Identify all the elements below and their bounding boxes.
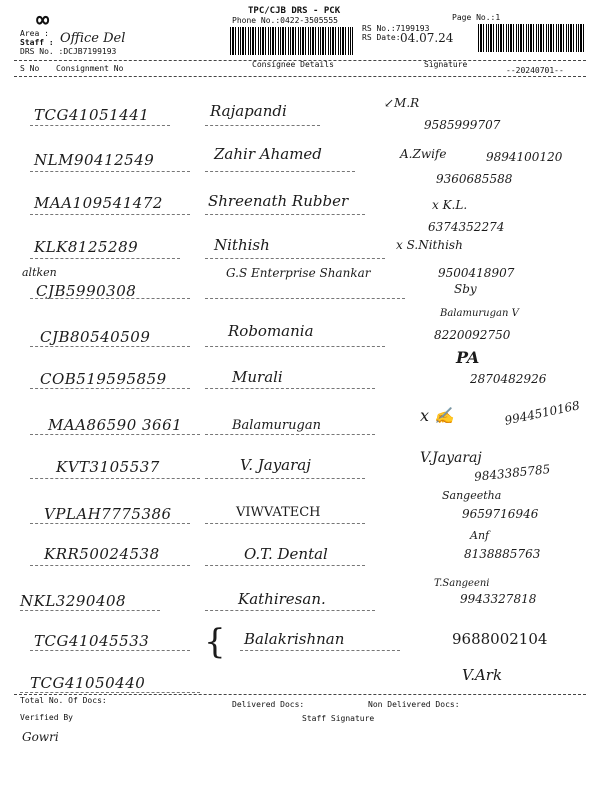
signature: Sangeetha xyxy=(442,489,502,502)
document-title: TPC/CJB DRS - PCK xyxy=(248,6,341,16)
phone: 9360685588 xyxy=(436,172,513,186)
consignment-number: NLM90412549 xyxy=(34,151,155,169)
consignment-number: KLK8125289 xyxy=(34,238,139,256)
signature: Anf xyxy=(470,529,490,542)
consignment-number: TCG41045533 xyxy=(34,632,150,650)
phone: 9585999707 xyxy=(424,118,501,132)
signature: x S.Nithish xyxy=(396,238,463,252)
bracket-mark: { xyxy=(204,622,226,662)
consignee-name: Zahir Ahamed xyxy=(214,145,322,163)
signature: x ✍ xyxy=(420,406,455,425)
table-row xyxy=(0,348,600,400)
staff-value: Office Del xyxy=(60,31,126,46)
phone: 9659716946 xyxy=(462,507,539,521)
consignee-name: Balakrishnan xyxy=(244,630,345,648)
consignment-number: TCG41050440 xyxy=(30,674,146,692)
table-row xyxy=(0,450,600,490)
table-row xyxy=(0,96,600,140)
consignee-name: Balamurugan xyxy=(232,418,321,433)
signature: T.Sangeeni xyxy=(434,578,490,589)
consignee-name: Rajapandi xyxy=(210,102,287,120)
consignment-number: TCG41051441 xyxy=(34,106,150,124)
signature: PA xyxy=(456,348,480,367)
column-sno: S No xyxy=(20,64,40,73)
consignee-name: V. Jayaraj xyxy=(240,456,311,474)
signature: A.Zwife xyxy=(400,147,447,161)
phone: 9843385785 xyxy=(473,462,551,484)
phone: 6374352274 xyxy=(428,220,505,234)
consignee-name: VIWVATECH xyxy=(236,505,321,520)
consignment-number: CJB80540509 xyxy=(40,328,151,346)
consignee-name: Murali xyxy=(232,368,283,386)
phone: 2870482926 xyxy=(470,372,547,386)
column-date-code: --20240701-- xyxy=(506,66,564,75)
signature: Sby xyxy=(454,282,477,296)
rs-number: RS No.:7199193 xyxy=(362,24,430,33)
phone: 9894100120 xyxy=(486,150,563,164)
column-consignee: Consignee Details xyxy=(252,60,334,69)
non-delivered-docs-label: Non Delivered Docs: xyxy=(368,700,460,709)
table-row xyxy=(0,578,600,622)
table-row xyxy=(0,398,600,448)
logo-icon: ∞ xyxy=(36,8,50,33)
area-label: Area : xyxy=(20,29,49,38)
phone: 9943327818 xyxy=(460,592,537,606)
signature: Balamurugan V xyxy=(440,308,519,319)
table-row xyxy=(0,262,600,302)
table-row xyxy=(0,172,600,228)
phone: 9944510168 xyxy=(503,398,581,428)
consignment-number: COB519595859 xyxy=(40,370,167,388)
consignment-number: VPLAH7775386 xyxy=(44,505,172,523)
phone-number: Phone No.:0422-3505555 xyxy=(232,16,338,25)
consignee-name: Nithish xyxy=(214,236,270,254)
phone: 8138885763 xyxy=(464,547,541,561)
staff-label: Staff : xyxy=(20,38,54,47)
footer-divider xyxy=(14,694,586,695)
drs-number: DRS No. :DCJB7199193 xyxy=(20,47,117,56)
table-row xyxy=(0,529,600,577)
page-number: Page No.:1 xyxy=(452,13,501,22)
consignee-name: Kathiresan. xyxy=(238,590,326,608)
phone: 9500418907 xyxy=(438,266,515,280)
consignee-name: G.S Enterprise Shankar xyxy=(226,266,371,280)
consignee-name: O.T. Dental xyxy=(244,545,328,563)
consignee-name: Robomania xyxy=(228,322,314,340)
rs-barcode xyxy=(478,24,586,52)
drs-barcode xyxy=(230,27,353,55)
verified-by-label: Verified By xyxy=(20,713,73,722)
consignment-number: MAA109541472 xyxy=(34,194,163,212)
table-row xyxy=(0,622,600,666)
signature: V.Ark xyxy=(462,666,503,684)
column-consignment: Consignment No xyxy=(56,64,124,73)
staff-signature-label: Staff Signature xyxy=(302,714,375,723)
signature: V.Jayaraj xyxy=(420,450,482,466)
consignment-number: KRR50024538 xyxy=(44,545,160,563)
consignment-number: KVT3105537 xyxy=(56,458,160,476)
phone: 9688002104 xyxy=(452,630,548,648)
signature: ↙M.R xyxy=(384,96,420,110)
rs-date-label: RS Date: xyxy=(362,33,401,42)
table-row xyxy=(0,489,600,535)
consignee-name: Shreenath Rubber xyxy=(208,192,349,210)
total-docs-label: Total No. Of Docs: xyxy=(20,696,107,705)
phone: 8220092750 xyxy=(434,328,511,342)
table-row xyxy=(0,308,600,356)
consignment-number: MAA86590 3661 xyxy=(48,416,183,434)
handwritten-note: altken xyxy=(22,266,57,279)
delivered-docs-label: Delivered Docs: xyxy=(232,700,305,709)
column-signature: Signature xyxy=(424,60,468,69)
rs-date-value: 04.07.24 xyxy=(400,31,454,45)
consignment-number: CJB5990308 xyxy=(36,282,137,300)
verified-signature: Gowri xyxy=(22,730,59,744)
signature: x K.L. xyxy=(432,198,468,212)
consignment-number: NKL3290408 xyxy=(20,592,127,610)
column-divider xyxy=(14,76,586,77)
